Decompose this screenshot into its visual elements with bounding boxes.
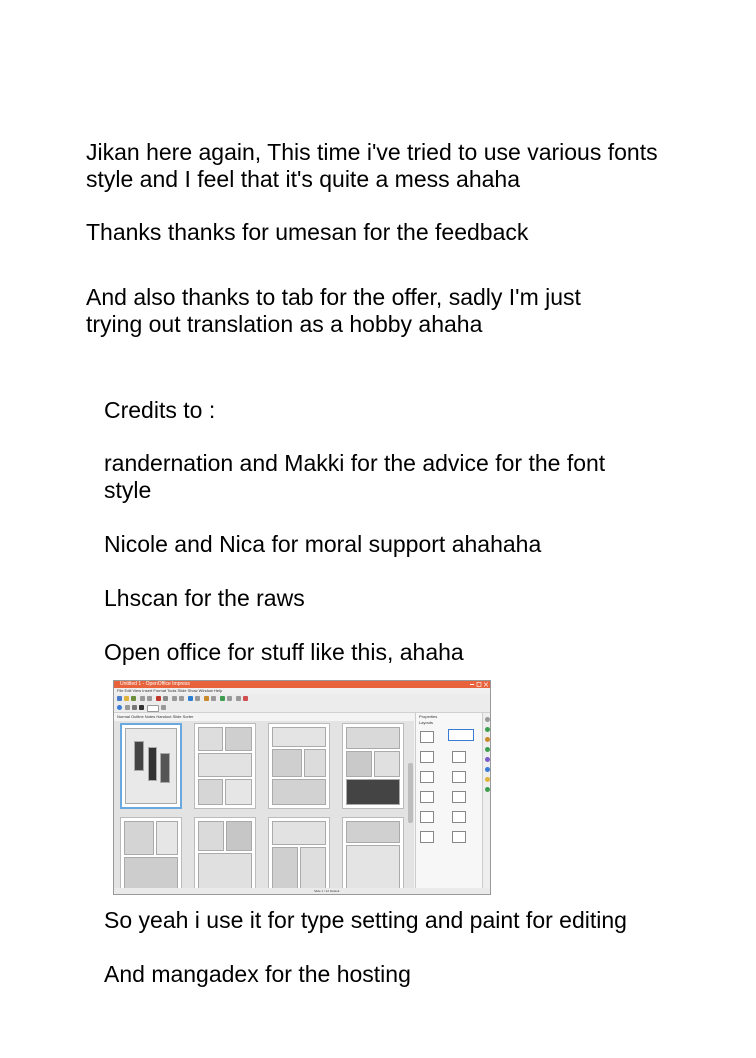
credit-font-advice-line-1: randernation and Makki for the advice for the font <box>104 450 606 476</box>
screenshot-titlebar <box>114 681 490 688</box>
layout-thumb <box>420 751 434 763</box>
layout-thumb <box>420 831 434 843</box>
layout-thumb <box>420 731 434 743</box>
properties-icon <box>485 727 490 732</box>
thanks-offer-line-1: And also thanks to tab for the offer, sadly I'm just <box>86 284 581 310</box>
credits-heading: Credits to : <box>104 397 216 423</box>
layout-thumb <box>452 791 466 803</box>
sidebar-section-label: Layouts <box>419 720 434 725</box>
credit-moral-support: Nicole and Nica for moral support ahahaha <box>104 531 542 557</box>
slide-thumbnail <box>268 817 330 895</box>
layout-thumb <box>420 771 434 783</box>
slide-thumbnail <box>194 723 256 809</box>
intro-line-1: Jikan here again, This time i've tried to use various fonts <box>86 139 658 165</box>
slide-thumbnail <box>342 723 404 809</box>
slide-transition-icon <box>485 757 490 762</box>
credit-typesetting: So yeah i use it for type setting and paint for editing <box>104 907 627 933</box>
thanks-feedback: Thanks thanks for umesan for the feedback <box>86 219 529 245</box>
screenshot-window-title: Untitled 1 - OpenOffice Impress <box>120 681 190 687</box>
screenshot-toolbar-drawing <box>114 703 490 713</box>
layout-thumb <box>452 771 466 783</box>
screenshot-properties-sidebar <box>415 713 482 888</box>
sidebar-title: Properties <box>419 714 438 719</box>
scrollbar-thumb <box>408 763 413 823</box>
slide-thumbnail <box>120 723 182 809</box>
thanks-offer-line-2: trying out translation as a hobby ahaha <box>86 311 483 337</box>
screenshot-view-tabs: Normal Outline Notes Handout Slide Sorter <box>117 714 194 719</box>
slide-thumbnail <box>120 817 182 895</box>
credit-open-office: Open office for stuff like this, ahaha <box>104 639 464 665</box>
slide-thumbnail <box>194 817 256 895</box>
screenshot-statusbar: Slide 1 / 12 Default <box>114 888 490 894</box>
credit-raws: Lhscan for the raws <box>104 585 305 611</box>
navigator-icon <box>485 787 490 792</box>
layout-thumb <box>452 751 466 763</box>
gallery-icon <box>485 777 490 782</box>
screenshot-menubar: File Edit View Insert Format Tools Slide Show Window Help <box>114 688 490 694</box>
close-icon <box>485 717 490 722</box>
slide-sorter-area <box>114 721 414 888</box>
layout-thumb <box>452 831 466 843</box>
screenshot-sidebar-deck <box>482 713 491 888</box>
custom-animation-icon <box>485 747 490 752</box>
layout-thumb <box>452 811 466 823</box>
layout-thumb-selected <box>448 729 474 741</box>
slide-thumbnail <box>342 817 404 895</box>
window-controls-icon <box>470 682 488 687</box>
master-slides-icon <box>485 737 490 742</box>
intro-line-2: style and I feel that it's quite a mess ahaha <box>86 166 520 192</box>
slide-thumbnail <box>268 723 330 809</box>
openoffice-screenshot <box>113 680 491 895</box>
layout-thumb <box>420 811 434 823</box>
credit-hosting: And mangadex for the hosting <box>104 961 411 987</box>
credit-font-advice-line-2: style <box>104 477 152 503</box>
styles-icon <box>485 767 490 772</box>
layout-thumb <box>420 791 434 803</box>
